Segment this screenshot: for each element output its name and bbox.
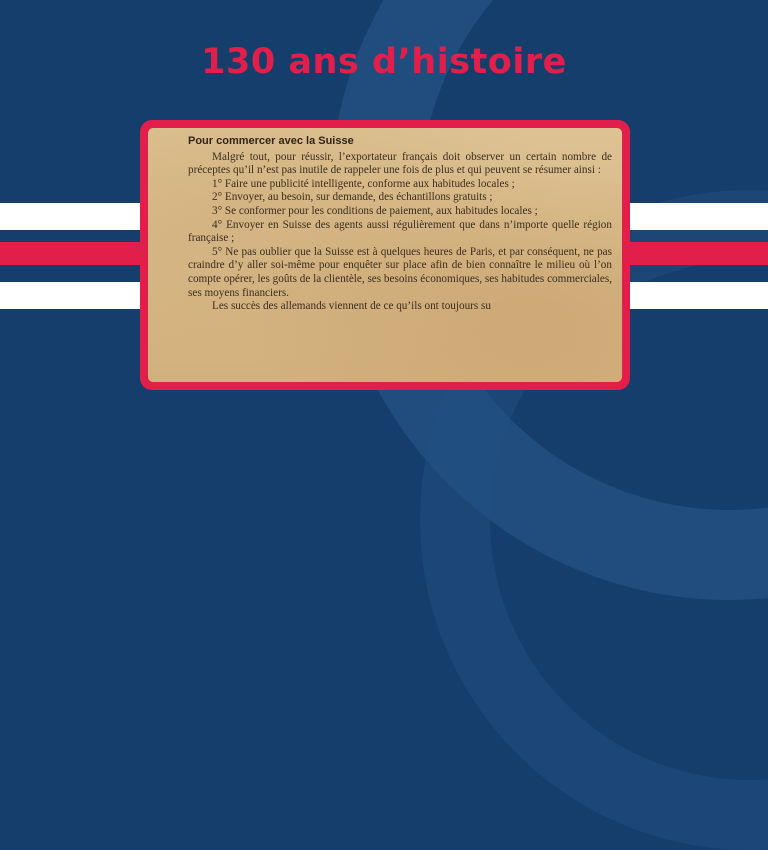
document-paragraph: 1° Faire une publicité intelligente, conforme aux habitudes locales ;: [212, 177, 515, 190]
document-paragraph: 2° Envoyer, au besoin, sur demande, des échantillons gratuits ;: [212, 191, 493, 204]
page-title: 130 ans d’histoire: [201, 42, 567, 82]
document-paragraph: 3° Se conformer pour les conditions de paiement, aux habitudes locales ;: [212, 204, 538, 217]
document-heading: Pour commercer avec la Suisse: [188, 135, 354, 147]
document-paragraph: 5° Ne pas oublier que la Suisse est à quelques heures de Paris, et par conséquent, ne pas craindre d’y aller soi-même pour enquêter sur place afin de bien connaître le milieu où l’on compte opérer, les goûts de la clientèle, ses besoins économiques, ses habitudes commerciales, ses moyens financiers.: [188, 245, 612, 299]
document-paragraph: Les succès des allemands viennent de ce qu’ils ont toujours su: [212, 300, 491, 313]
archival-document-scan: [148, 128, 622, 382]
document-paragraph: Malgré tout, pour réussir, l’exportateur français doit observer un certain nombre de préceptes qu’il n’est pas inutile de rappeler une fois de plus et qui peuvent se résumer ainsi :: [188, 150, 612, 177]
document-paragraph: 4° Envoyer en Suisse des agents aussi régulièrement que dans n’importe quelle région française ;: [188, 218, 612, 245]
document-frame: [140, 120, 630, 390]
